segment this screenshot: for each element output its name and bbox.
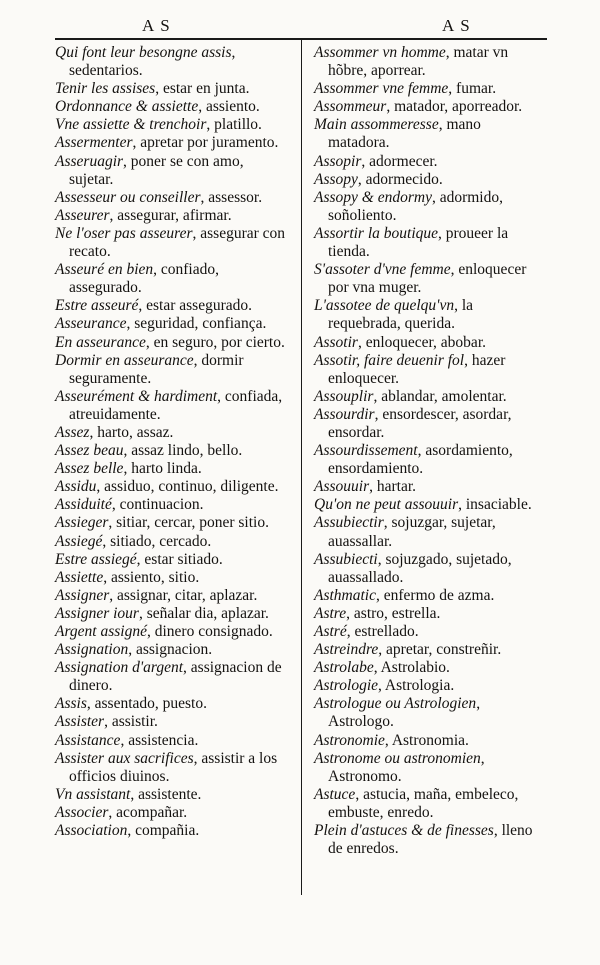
entry-translation: assaz lindo, bello. <box>131 442 243 460</box>
entry-headword: Assesseur ou conseiller <box>55 188 201 206</box>
dictionary-entry: Associer, acompañar. <box>55 803 188 821</box>
dictionary-entry: Astreindre, apretar, constreñir. <box>314 641 502 659</box>
dictionary-entry: Qu'on ne peut assouuir, insaciable. <box>314 496 532 514</box>
entry-translation: assentado, puesto. <box>94 695 207 713</box>
entry-headword: Assieger <box>55 514 109 532</box>
dictionary-entry: Assotir, faire deuenir fol, hazer enloquecer. <box>314 351 506 387</box>
entry-headword: Plein d'astuces & de finesses <box>314 822 494 840</box>
entry-headword: Astrolabe <box>314 659 374 677</box>
dictionary-entry: Estre assiegé, estar sitiado. <box>55 550 223 568</box>
entry-headword: Assouplir <box>314 387 374 405</box>
entry-translation: assignacion de dinero. <box>69 659 282 695</box>
dictionary-entry: Qui font leur besongne assis, sedentarios. <box>55 44 236 80</box>
dictionary-entry: Assigner, assignar, citar, aplazar. <box>55 586 258 604</box>
entry-translation: en seguro, por cierto. <box>153 333 285 351</box>
entry-headword: Assotir <box>314 333 358 351</box>
dictionary-entry: Association, compañia. <box>55 822 200 840</box>
dictionary-entry: Asthmatic, enfermo de azma. <box>314 586 495 604</box>
right-column <box>314 44 546 858</box>
entry-translation: sedentarios. <box>69 62 143 80</box>
dictionary-entry: Assourdir, ensordescer, asordar, ensordar. <box>314 405 512 441</box>
entry-translation: confiada, atreuidamente. <box>69 387 283 423</box>
entry-translation: Astrolabio. <box>380 659 450 677</box>
entry-headword: Qui font leur besongne assis <box>55 44 232 61</box>
entry-headword: Astré <box>314 623 347 640</box>
entry-headword: Vn assistant <box>55 785 131 803</box>
dictionary-entry: Assistance, assistencia. <box>55 731 199 749</box>
dictionary-entry: Dormir en asseurance, dormir seguramente. <box>55 351 244 387</box>
entry-translation: assistencia. <box>128 731 199 749</box>
entry-translation: sojuzgado, sujetado, auassallado. <box>328 550 512 586</box>
left-column <box>55 44 291 840</box>
entry-headword: Tenir les assises <box>55 80 156 98</box>
dictionary-entry: Assubiectir, sojuzgar, sujetar, auassallar. <box>314 514 496 550</box>
dictionary-entry: Tenir les assises, estar en junta. <box>55 80 250 98</box>
entry-translation: apretar por juramento. <box>140 134 279 152</box>
dictionary-entry: Ne l'oser pas asseurer, assegurar con recato. <box>55 224 286 261</box>
entry-translation: apretar, constreñir. <box>386 641 502 659</box>
dictionary-entry: Assommer vne femme, fumar. <box>314 80 497 98</box>
entry-headword: Assopir <box>314 152 362 170</box>
entry-translation: adormecer. <box>369 152 438 170</box>
entry-headword: Astreindre <box>314 641 379 659</box>
entry-translation: assegurar, afirmar. <box>117 206 232 224</box>
entry-headword: S'assoter d'vne femme <box>314 261 451 279</box>
dictionary-entry: Asseurer, assegurar, afirmar. <box>55 206 232 224</box>
entry-translation: assessor. <box>208 188 263 206</box>
entry-translation: continuacion. <box>119 496 204 514</box>
entry-translation: matar vn hõbre, aporrear. <box>328 44 509 80</box>
entry-headword: Ne l'oser pas asseurer <box>55 224 193 242</box>
entry-headword: Assez belle <box>55 460 124 478</box>
entry-headword: Assermenter <box>55 134 133 152</box>
entry-headword: Assortir la boutique <box>314 224 439 242</box>
entry-headword: Ordonnance & assiette <box>55 98 199 116</box>
entry-headword: Estre asseuré <box>55 297 139 315</box>
dictionary-entry: Assieger, sitiar, cercar, poner sitio. <box>55 514 269 532</box>
dictionary-entry: Assermenter, apretar por juramento. <box>55 134 279 152</box>
entry-headword: Dormir en asseurance <box>55 351 194 369</box>
dictionary-entry: Assidu, assiduo, continuo, diligente. <box>55 478 279 496</box>
dictionary-entry: Assez beau, assaz lindo, bello. <box>55 442 243 460</box>
entry-translation: assiento. <box>205 98 260 116</box>
dictionary-entry: Astrologue ou Astrologien, Astrologo. <box>314 695 481 731</box>
entry-headword: Associer <box>55 803 109 821</box>
dictionary-entry: S'assoter d'vne femme, enloquecer por vna muger. <box>314 261 527 297</box>
dictionary-entry: Astrolabe, Astrolabio. <box>314 659 450 677</box>
entry-translation: hartar. <box>376 478 417 496</box>
entry-headword: Assez beau <box>55 442 124 460</box>
entry-translation: lleno de enredos. <box>328 822 533 858</box>
dictionary-entry: Asseurance, seguridad, confiança. <box>55 315 267 333</box>
entry-translation: matador, aporreador. <box>394 98 523 116</box>
entry-headword: Assommer vn homme <box>314 44 446 61</box>
entry-translation: estar sitiado. <box>144 550 223 568</box>
entry-translation: insaciable. <box>465 496 532 514</box>
entry-translation: asordamiento, ensordamiento. <box>328 442 513 478</box>
dictionary-entry: Asseruagir, poner se con amo, sujetar. <box>55 152 244 188</box>
dictionary-entry: Assouuir, hartar. <box>314 478 417 496</box>
dictionary-entry: L'assotee de quelqu'vn, la requebrada, querida. <box>314 297 474 333</box>
entry-headword: Astuce <box>314 785 356 803</box>
dictionary-entry: Assommeur, matador, aporreador. <box>314 98 523 116</box>
dictionary-entry: Assister, assistir. <box>55 713 158 731</box>
dictionary-entry: Assez, harto, assaz. <box>55 423 174 441</box>
entry-headword: Assotir, faire deuenir fol <box>314 351 465 369</box>
dictionary-entry: Argent assigné, dinero consignado. <box>55 623 273 640</box>
entry-translation: ablandar, amolentar. <box>381 387 507 405</box>
entry-headword: Qu'on ne peut assouuir <box>314 496 459 514</box>
dictionary-entry: Vne assiette & trenchoir, platillo. <box>55 116 262 134</box>
entry-headword: Assister aux sacrifices <box>55 749 194 767</box>
entry-translation: assegurar con recato. <box>69 224 286 261</box>
dictionary-entry: Assotir, enloquecer, abobar. <box>314 333 486 351</box>
entry-translation: Astrologo. <box>328 713 394 731</box>
entry-translation: Astronomia. <box>391 731 469 749</box>
dictionary-entry: Astre, astro, estrella. <box>314 604 441 622</box>
dictionary-entry: Assopir, adormecer. <box>314 152 438 170</box>
entry-headword: Assis <box>55 695 87 713</box>
entry-translation: assistente. <box>138 785 202 803</box>
entry-translation: señalar dia, aplazar. <box>146 604 269 622</box>
entry-headword: Asseruagir <box>55 152 124 170</box>
entry-headword: Assubiectir <box>314 514 384 532</box>
dictionary-entry: Assister aux sacrifices, assistir a los officios diuinos. <box>55 749 278 785</box>
entry-translation: acompañar. <box>116 803 188 821</box>
entry-headword: Astrologue ou Astrologien <box>314 695 477 713</box>
entry-headword: Assiegé <box>55 532 103 550</box>
dictionary-entry: Plein d'astuces & de finesses, lleno de enredos. <box>314 822 533 858</box>
entry-headword: Astronomie <box>314 731 385 749</box>
dictionary-entry: Ordonnance & assiette, assiento. <box>55 98 260 116</box>
entry-headword: L'assotee de quelqu'vn <box>314 297 455 315</box>
entry-translation: compañia. <box>135 822 200 840</box>
entry-headword: Astre <box>314 604 347 622</box>
entry-translation: assistir a los officios diuinos. <box>69 749 278 785</box>
entry-headword: Asthmatic <box>314 586 376 604</box>
running-header <box>50 16 550 36</box>
entry-headword: Assopy & endormy <box>314 188 432 206</box>
entry-headword: Association <box>55 822 128 840</box>
entry-headword: Assommeur <box>314 98 387 116</box>
entry-translation: seguridad, confiança. <box>134 315 267 333</box>
entry-headword: Assistance <box>55 731 121 749</box>
entry-translation: la requebrada, querida. <box>328 297 474 333</box>
entry-headword: Assiette <box>55 568 104 586</box>
dictionary-entry: Asseuré en bien, confiado, assegurado. <box>55 261 219 297</box>
entry-translation: adormido, soñoliento. <box>328 188 503 224</box>
dictionary-entry: Assignation, assignacion. <box>55 641 213 659</box>
entry-translation: Astronomo. <box>328 767 402 785</box>
entry-translation: fumar. <box>456 80 497 98</box>
entry-headword: Argent assigné <box>55 623 147 640</box>
entry-translation: dinero consignado. <box>154 623 273 640</box>
entry-headword: Astrologie <box>314 677 379 695</box>
entry-translation: ensordescer, asordar, ensordar. <box>328 405 512 441</box>
header-left: AS <box>142 16 176 35</box>
entry-translation: Astrologia. <box>384 677 455 695</box>
dictionary-entry: Astuce, astucia, maña, embeleco, embuste, enredo. <box>314 785 519 821</box>
dictionary-entry: Main assommeresse, mano matadora. <box>314 116 481 152</box>
dictionary-entry: Assubiecti, sojuzgado, sujetado, auassallado. <box>314 550 512 586</box>
entry-headword: En asseurance <box>55 333 146 351</box>
entry-translation: sojuzgar, sujetar, auassallar. <box>328 514 496 550</box>
entry-translation: proueer la tienda. <box>328 224 509 261</box>
dictionary-entry: Astré, estrellado. <box>314 623 419 640</box>
entry-headword: Assister <box>55 713 105 731</box>
entry-translation: sitiado, cercado. <box>110 532 212 550</box>
dictionary-entry: Asseurément & hardiment, confiada, atreuidamente. <box>55 387 283 423</box>
entry-headword: Assignation d'argent <box>55 659 184 677</box>
entry-translation: assignacion. <box>135 641 213 659</box>
entry-headword: Assidu <box>55 478 97 496</box>
entry-translation: sitiar, cercar, poner sitio. <box>116 514 269 532</box>
entry-translation: astucia, maña, embeleco, embuste, enredo. <box>328 785 519 821</box>
dictionary-entry: Assez belle, harto linda. <box>55 460 202 478</box>
entry-translation: dormir seguramente. <box>69 351 244 387</box>
entry-translation: assignar, citar, aplazar. <box>117 586 258 604</box>
dictionary-entry: Vn assistant, assistente. <box>55 785 202 803</box>
entry-translation: astro, estrella. <box>353 604 441 622</box>
entry-headword: Assouuir <box>314 478 370 496</box>
dictionary-entry: Assiegé, sitiado, cercado. <box>55 532 212 550</box>
dictionary-entry: Assigner iour, señalar dia, aplazar. <box>55 604 269 622</box>
dictionary-entry: Assouplir, ablandar, amolentar. <box>314 387 507 405</box>
dictionary-entry: Assommer vn homme, matar vn hõbre, aporrear. <box>314 44 509 80</box>
dictionary-entry: Assignation d'argent, assignacion de dinero. <box>55 659 282 695</box>
entry-translation: harto, assaz. <box>97 423 174 441</box>
dictionary-entry: Assopy, adormecido. <box>314 170 443 188</box>
entry-translation: mano matadora. <box>328 116 481 152</box>
entry-translation: platillo. <box>214 116 262 134</box>
entry-headword: Asseuré en bien <box>55 261 154 279</box>
dictionary-entry: Astrologie, Astrologia. <box>314 677 455 695</box>
entry-headword: Assubiecti <box>314 550 378 568</box>
entry-headword: Asseurément & hardiment <box>55 387 218 405</box>
entry-translation: confiado, assegurado. <box>69 261 219 297</box>
entry-headword: Assez <box>55 423 90 441</box>
entry-translation: enloquecer, abobar. <box>365 333 486 351</box>
dictionary-entry: Assortir la boutique, proueer la tienda. <box>314 224 509 261</box>
dictionary-entry: Astronomie, Astronomia. <box>314 731 469 749</box>
dictionary-entry: Assesseur ou conseiller, assessor. <box>55 188 263 206</box>
entry-translation: enloquecer por vna muger. <box>328 261 527 297</box>
entry-translation: estrellado. <box>354 623 419 640</box>
entry-headword: Assopy <box>314 170 358 188</box>
entry-headword: Vne assiette & trenchoir <box>55 116 207 134</box>
entry-headword: Asseurer <box>55 206 110 224</box>
entry-headword: Asseurance <box>55 315 127 333</box>
dictionary-entry: Assourdissement, asordamiento, ensordamiento. <box>314 442 513 478</box>
entry-headword: Assiduité <box>55 496 112 514</box>
dictionary-entry: Assopy & endormy, adormido, soñoliento. <box>314 188 503 224</box>
entry-headword: Assigner iour <box>55 604 139 622</box>
entry-headword: Assourdir <box>314 405 375 423</box>
entry-headword: Assommer vne femme <box>314 80 449 98</box>
entry-headword: Astronome ou astronomien <box>314 749 481 767</box>
entry-translation: hazer enloquecer. <box>328 351 506 387</box>
entry-translation: adormecido. <box>365 170 443 188</box>
entry-translation: harto linda. <box>131 460 202 478</box>
entry-headword: Assignation <box>55 641 129 659</box>
entry-headword: Main assommeresse <box>314 116 439 134</box>
dictionary-entry: Assiduité, continuacion. <box>55 496 204 514</box>
entry-translation: enfermo de azma. <box>383 586 495 604</box>
dictionary-entry: Astronome ou astronomien, Astronomo. <box>314 749 485 785</box>
entry-translation: estar en junta. <box>162 80 250 98</box>
dictionary-entry: Estre asseuré, estar assegurado. <box>55 297 252 315</box>
entry-translation: assiduo, continuo, diligente. <box>104 478 279 496</box>
entry-headword: Estre assiegé <box>55 550 137 568</box>
entry-translation: poner se con amo, sujetar. <box>69 152 244 188</box>
entry-translation: assistir. <box>111 713 158 731</box>
dictionary-entry: Assiette, assiento, sitio. <box>55 568 200 586</box>
dictionary-entry: Assis, assentado, puesto. <box>55 695 207 713</box>
entry-headword: Assigner <box>55 586 110 604</box>
column-divider <box>301 40 302 895</box>
dictionary-entry: En asseurance, en seguro, por cierto. <box>55 333 285 351</box>
entry-translation: estar assegurado. <box>146 297 252 315</box>
entry-headword: Assourdissement <box>314 442 418 460</box>
entry-translation: assiento, sitio. <box>110 568 200 586</box>
header-right: AS <box>442 16 476 35</box>
